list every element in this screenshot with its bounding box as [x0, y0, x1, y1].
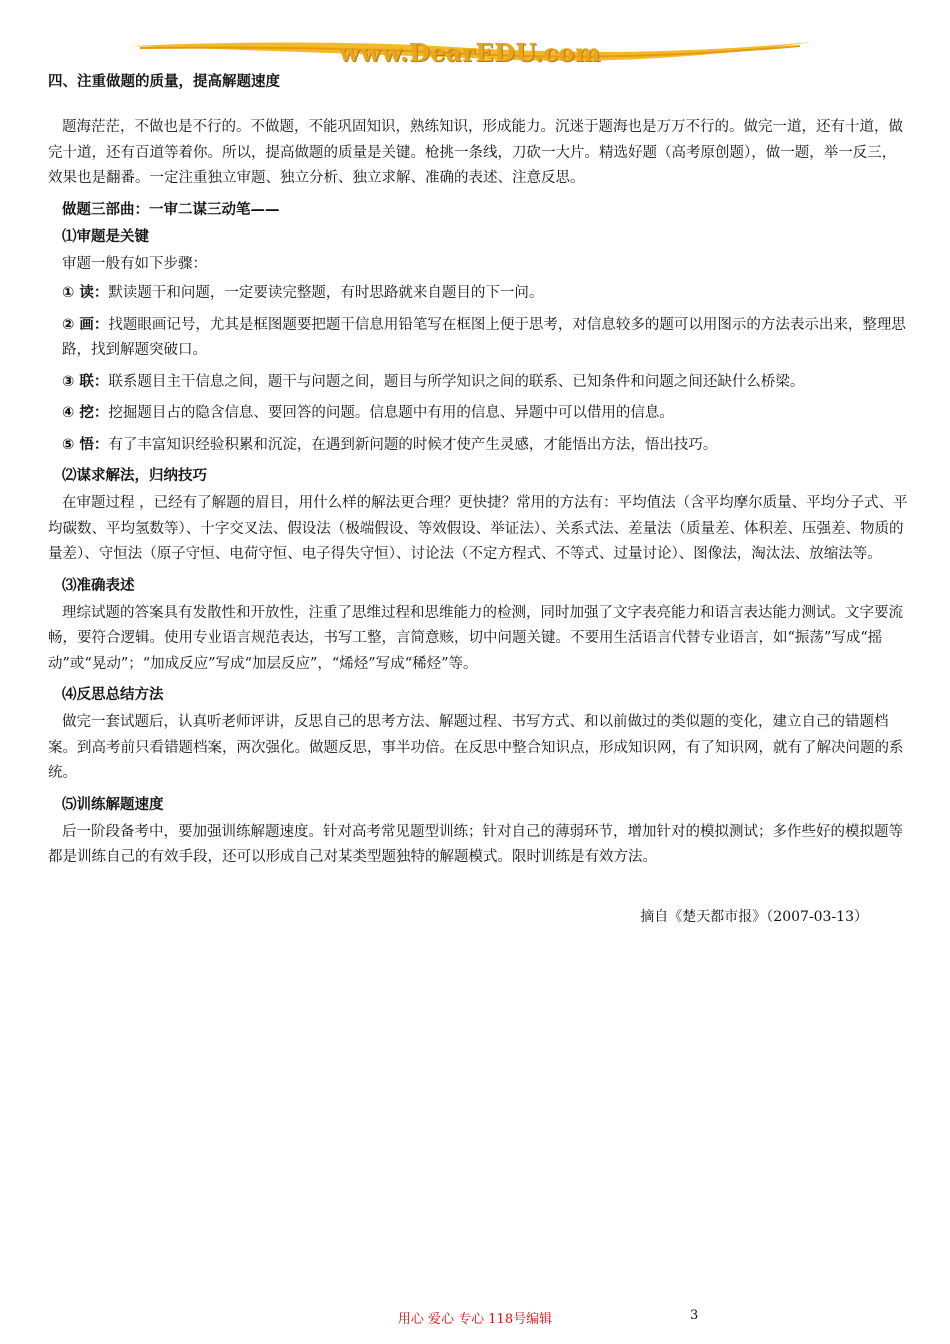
sub3-heading: ⑶准确表述 — [62, 577, 135, 594]
step-text: 挖掘题目占的隐含信息、要回答的问题。信息题中有用的信息、异题中可以借用的信息。 — [108, 405, 674, 421]
sub5-paragraph: 后一阶段备考中，要加强训练解题速度。针对高考常见题型训练；针对自己的薄弱环节，增加针对的模拟测试；多作些好的模拟题等都是训练自己的有效手段，还可以形成自己对某类型题独特的解题模式。限时训练是有效方法。 — [48, 823, 903, 865]
step-text: 找题眼画记号，尤其是框图题要把题干信息用铅笔写在框图上便于思考，对信息较多的题可以用图示的方法表示出来，整理思路，找到解题突破口。 — [62, 316, 906, 358]
source-citation: 摘自《楚天都市报》（2007-03-13） — [640, 908, 868, 925]
header-banner — [120, 28, 820, 74]
sub5-heading: ⑸训练解题速度 — [62, 796, 164, 813]
brand-logo-text: www.DearEDU.com — [339, 38, 601, 67]
step-connect — [48, 370, 908, 396]
sub3-paragraph: 理综试题的答案具有发散性和开放性，注重了思维过程和思维能力的检测，同时加强了文字表亮能力和语言表达能力测试。文字要流畅，要符合逻辑。使用专业语言规范表达，书写工整，言简意赅，切中问题关键。不要用生活语言代替专业语言，如“振荡”写成“摇动”或“晃动”；“加成反应”写成“加层反应”，“烯烃”写成“稀烃”等。 — [48, 604, 903, 672]
intro-paragraph: 题海茫茫，不做也是不行的。不做题，不能巩固知识，熟练知识，形成能力。沉迷于题海也是万万不行的。做完一道，还有十道，做完十道，还有百道等着你。所以，提高做题的质量是关键。枪挑一条线，刀砍一大片。精选好题（高考原创题），做一题，举一反三，效果也是翻番。一定注重独立审题、独立分析、独立求解、准确的表述、注意反思。 — [48, 119, 903, 186]
footer-note: 用心 爱心 专心 118号编辑 — [397, 1312, 553, 1327]
page-number: 3 — [690, 1308, 699, 1323]
sub1-heading: ⑴审题是关键 — [62, 228, 149, 245]
step-label: ② 画： — [62, 316, 109, 333]
method-title: 做题三部曲：一审二谋三动笔—— — [62, 201, 280, 218]
sub4-paragraph: 做完一套试题后，认真听老师评讲，反思自己的思考方法、解题过程、书写方式、和以前做过的类似题的变化，建立自己的错题档案。到高考前只看错题档案，两次强化。做题反思，事半功倍。在反思中整合知识点，形成知识网，有了知识网，就有了解决问题的系统。 — [48, 714, 904, 781]
sub2-heading: ⑵谋求解法，归纳技巧 — [62, 468, 207, 484]
step-text: 默读题干和问题，一定要读完整题，有时思路就来自题目的下一问。 — [108, 285, 544, 301]
step-label: ⑤ 悟： — [62, 436, 109, 453]
sub2-paragraph: 在审题过程 ，已经有了解题的眉目，用什么样的解法更合理？更快捷？常用的方法有：平均值法（含平均摩尔质量、平均分子式、平均碳数、平均氢数等）、十字交叉法、假设法（极端假设、等效假设、举证法）、关系式法、差量法（质量差、体积差、压强差、物质的量差）、守恒法（原子守恒、电荷守恒、电子得失守恒）、讨论法（不定方程式、不等式、过量讨论）、图像法，淘汰法、放缩法等。 — [48, 495, 908, 562]
step-text: 有了丰富知识经验积累和沉淀，在遇到新问题的时候才使产生灵感，才能悟出方法，悟出技巧。 — [108, 436, 718, 453]
step-realize — [48, 433, 908, 459]
step-dig — [48, 401, 908, 427]
sub1-lead: 审题一般有如下步骤： — [62, 255, 207, 272]
step-read — [48, 281, 908, 307]
article-body — [48, 70, 908, 930]
step-label: ④ 挖： — [62, 405, 109, 421]
step-label: ① 读： — [62, 285, 109, 301]
section-title: 四、注重做题的质量，提高解题速度 — [48, 74, 280, 90]
sub4-heading: ⑷反思总结方法 — [62, 687, 164, 703]
step-label: ③ 联： — [62, 373, 109, 390]
step-draw — [48, 313, 908, 364]
step-text: 联系题目主干信息之间，题干与问题之间，题目与所学知识之间的联系、已知条件和问题之间还缺什么桥梁。 — [108, 373, 805, 390]
